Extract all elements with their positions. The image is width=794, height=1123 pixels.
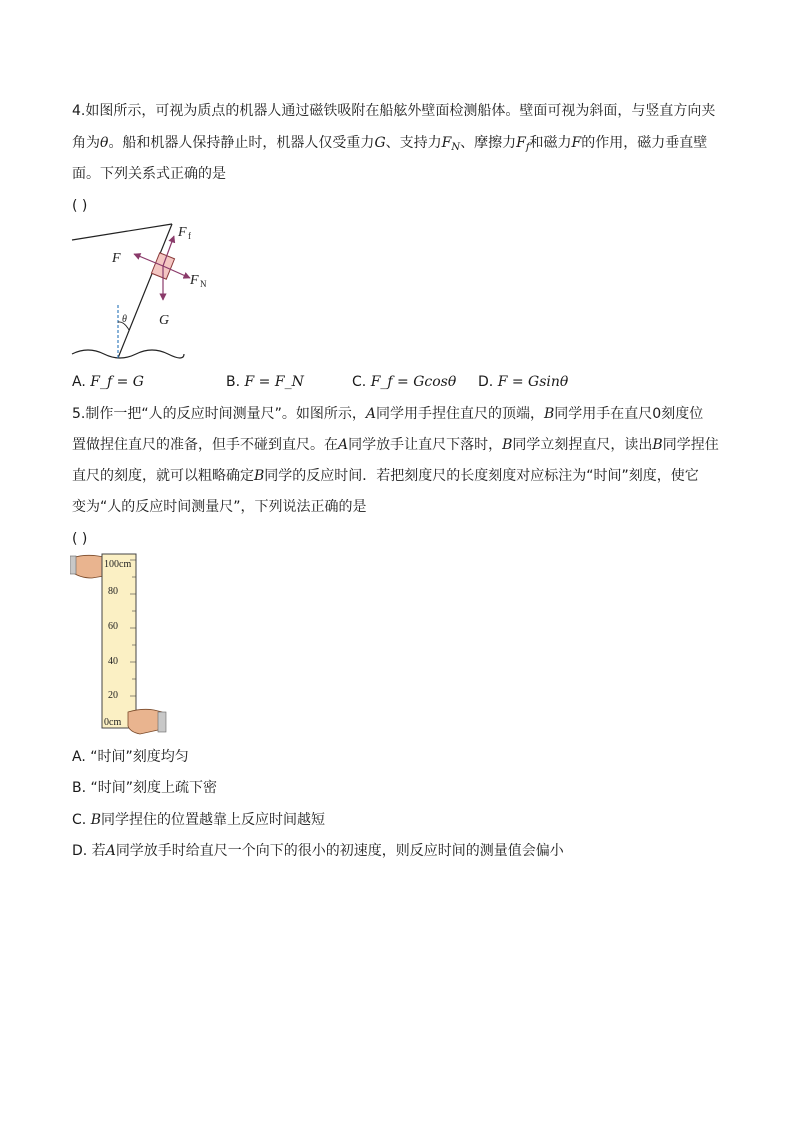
q5-answer-paren: ( ) — [72, 531, 88, 547]
water-wave — [72, 350, 184, 358]
student-b-symbol: B — [652, 437, 663, 453]
q5-text: 直尺的刻度，就可以粗略确定 — [72, 468, 254, 484]
option-letter: A. — [72, 374, 86, 390]
q5-line3 — [72, 466, 699, 486]
q5-text: 置做捏住直尺的准备，但手不碰到直尺。在 — [72, 437, 338, 453]
option-expression: F = F_N — [244, 374, 304, 390]
magnetic-force-symbol: F — [571, 135, 582, 151]
theta-label: θ — [122, 314, 127, 325]
student-b-symbol: B — [254, 468, 265, 484]
q5-line2 — [72, 435, 719, 455]
option-text: 同学放手时给直尺一个向下的很小的初速度，则反应时间的测量值会偏小 — [115, 843, 564, 859]
theta-symbol: θ — [100, 135, 109, 151]
top-sleeve — [70, 556, 76, 574]
q5-ruler-figure — [70, 550, 170, 740]
ruler-tick-60: 60 — [108, 621, 118, 632]
option-text: D. 若 — [72, 843, 106, 859]
hull-top-line — [72, 224, 172, 240]
option-expression: F = Gsinθ — [497, 374, 569, 390]
q4-stem-line1: 如图所示，可视为质点的机器人通过磁铁吸附在船舷外壁面检测船体。壁面可视为斜面，与竖直方向夹 — [85, 103, 716, 119]
ruler-body — [102, 554, 136, 728]
label-Ff: F — [178, 225, 187, 240]
label-FN: F — [190, 273, 199, 288]
q4-text: 。船和机器人保持静止时，机器人仅受重力 — [108, 135, 375, 151]
q4-line1 — [72, 101, 715, 121]
student-a-symbol: A — [338, 437, 349, 453]
ruler-tick-40: 40 — [108, 656, 118, 667]
q5-text: 同学的反应时间．若把刻度尺的长度刻度对应标注为“时间”刻度，使它 — [264, 468, 699, 484]
q4-option-d[interactable] — [478, 372, 568, 392]
normal-force-subscript: N — [451, 142, 461, 153]
normal-force-symbol: F — [441, 135, 452, 151]
q4-line3: 面。下列关系式正确的是 — [72, 166, 226, 182]
option-letter: B. — [226, 374, 241, 390]
q5-option-c[interactable] — [72, 810, 325, 830]
ruler-top-label: 100cm — [104, 559, 132, 570]
q5-text: 同学用手捏住直尺的顶端， — [376, 406, 544, 422]
q4-answer-paren: ( ) — [72, 198, 88, 214]
label-FN-sub: N — [200, 279, 207, 289]
option-letter: C. — [72, 812, 87, 828]
bottom-sleeve — [158, 712, 166, 732]
q4-text: 角为 — [72, 135, 100, 151]
q4-option-b[interactable] — [226, 372, 304, 392]
friction-subscript: f — [525, 142, 530, 153]
q5-text: 同学立刻捏直尺，读出 — [512, 437, 653, 453]
inclined-wall — [118, 224, 172, 358]
label-F: F — [112, 251, 121, 266]
q4-text: 的作用，磁力垂直壁 — [581, 135, 708, 151]
option-letter: C. — [352, 374, 367, 390]
option-text: 同学捏住的位置越靠上反应时间越短 — [100, 812, 325, 828]
q4-text: 、摩擦力 — [460, 135, 517, 151]
q5-text: 同学用手在直尺0刻度位 — [554, 406, 704, 422]
q4-line2 — [72, 133, 707, 158]
ruler-tick-80: 80 — [108, 586, 118, 597]
option-letter: D. — [478, 374, 494, 390]
q5-text: 制作一把“人的反应时间测量尺”。如图所示， — [85, 406, 366, 422]
student-b-symbol: B — [544, 406, 555, 422]
q5-line4: 变为“人的反应时间测量尺”，下列说法正确的是 — [72, 499, 367, 515]
label-G: G — [159, 313, 170, 328]
student-a-symbol: A — [105, 843, 116, 859]
bottom-hand — [128, 709, 163, 734]
q4-figure — [66, 218, 226, 366]
ruler-tick-20: 20 — [108, 690, 118, 701]
gravity-symbol: G — [374, 135, 386, 151]
ruler-bottom-label: 0cm — [104, 717, 122, 728]
q5-line1 — [72, 404, 703, 424]
option-expression: F_f = G — [90, 374, 144, 390]
q5-text: 同学捏住 — [662, 437, 719, 453]
q4-number: 4. — [72, 103, 86, 119]
q4-text: 和磁力 — [529, 135, 572, 151]
q4-text: 、支持力 — [385, 135, 442, 151]
student-b-symbol: B — [90, 812, 101, 828]
label-Ff-sub: f — [188, 231, 191, 241]
q4-option-a[interactable] — [72, 372, 144, 392]
student-a-symbol: A — [365, 406, 376, 422]
q5-text: 同学放手让直尺下落时， — [348, 437, 503, 453]
q5-number: 5. — [72, 406, 86, 422]
q5-option-d[interactable] — [72, 841, 564, 861]
q5-option-b[interactable]: B. “时间”刻度上疏下密 — [72, 780, 218, 796]
q5-option-a[interactable]: A. “时间”刻度均匀 — [72, 749, 189, 765]
friction-symbol: F — [516, 135, 526, 151]
q4-option-c[interactable] — [352, 372, 456, 392]
student-b-symbol: B — [502, 437, 513, 453]
option-expression: F_f = Gcosθ — [370, 374, 457, 390]
